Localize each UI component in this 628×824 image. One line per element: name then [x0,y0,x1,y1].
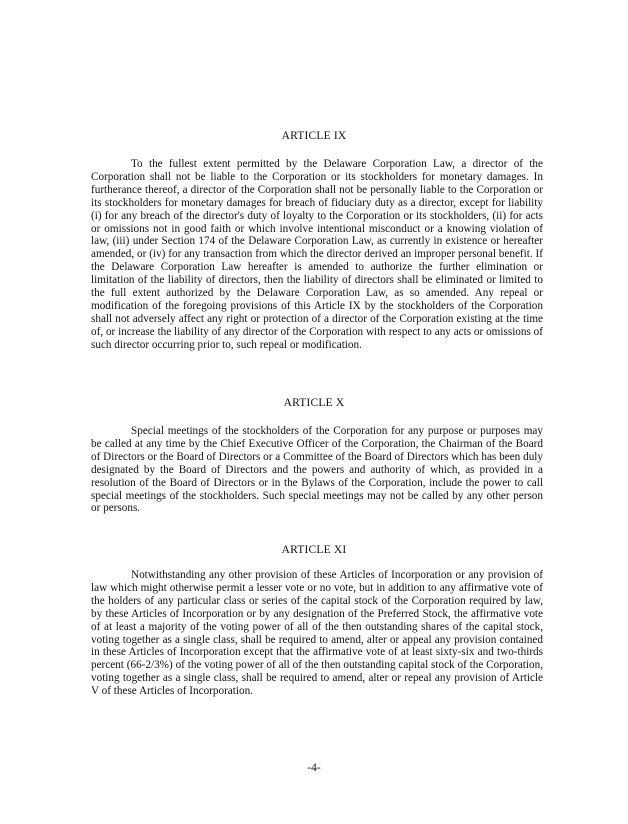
article-ix-body: To the fullest extent permitted by the Delaware Corporation Law, a director of the Corporation shall not be liable to the Corporation or its stockholders for monetary damages. In furtherance thereof, a director of the Corporation shall not be personally liable to the Corporation or its stockholders for monetary damages for breach of fiduciary duty as a director, except for liability (i) for any breach of the director's duty of loyalty to the Corporation or its stockholders, (ii) for acts or omissions not in good faith or which involve intentional misconduct or a knowing violation of law, (iii) under Section 174 of the Delaware Corporation Law, as currently in existence or hereafter amended, or (iv) for any transaction from which the director derived an improper personal benefit. If the Delaware Corporation Law hereafter is amended to authorize the further elimination or limitation of the liability of directors, then the liability of directors shall be eliminated or limited to the full extent authorized by the Delaware Corporation Law, as so amended. Any repeal or modification of the foregoing provisions of this Article IX by the stockholders of the Corporation shall not adversely affect any right or protection of a director of the Corporation existing at the time of, or increase the liability of any director of the Corporation with respect to any acts or omissions of such director occurring prior to, such repeal or modification. [91,158,543,351]
page-number: -4- [307,762,321,774]
article-ix-heading: ARTICLE IX [281,130,347,142]
article-xi-heading: ARTICLE XI [281,544,347,556]
article-xi-body: Notwithstanding any other provision of these Articles of Incorporation or any provision of law which might otherwise permit a lesser vote or no vote, but in addition to any affirmative vote of the holders of any particular class or series of the capital stock of the Corporation required by law, by these Articles of Incorporation or by any designation of the Preferred Stock, the affirmative vote of at least a majority of the voting power of all of the then outstanding shares of the capital stock, voting together as a single class, shall be required to amend, alter or appeal any provision contained in these Articles of Incorporation except that the affirmative vote of at least sixty-six and two-thirds percent (66-2/3%) of the voting power of all of the then outstanding capital stock of the Corporation, voting together as a single class, shall be required to amend, alter or repeal any provision of Article V of these Articles of Incorporation. [91,569,543,698]
article-x-body: Special meetings of the stockholders of the Corporation for any purpose or purposes may be called at any time by the Chief Executive Officer of the Corporation, the Chairman of the Board of Directors or the Board of Directors or a Committee of the Board of Directors which has been duly designated by the Board of Directors and the powers and authority of which, as provided in a resolution of the Board of Directors or in the Bylaws of the Corporation, include the power to call special meetings of the stockholders. Such special meetings may not be called by any other person or persons. [91,425,543,515]
article-x-heading: ARTICLE X [283,397,345,409]
